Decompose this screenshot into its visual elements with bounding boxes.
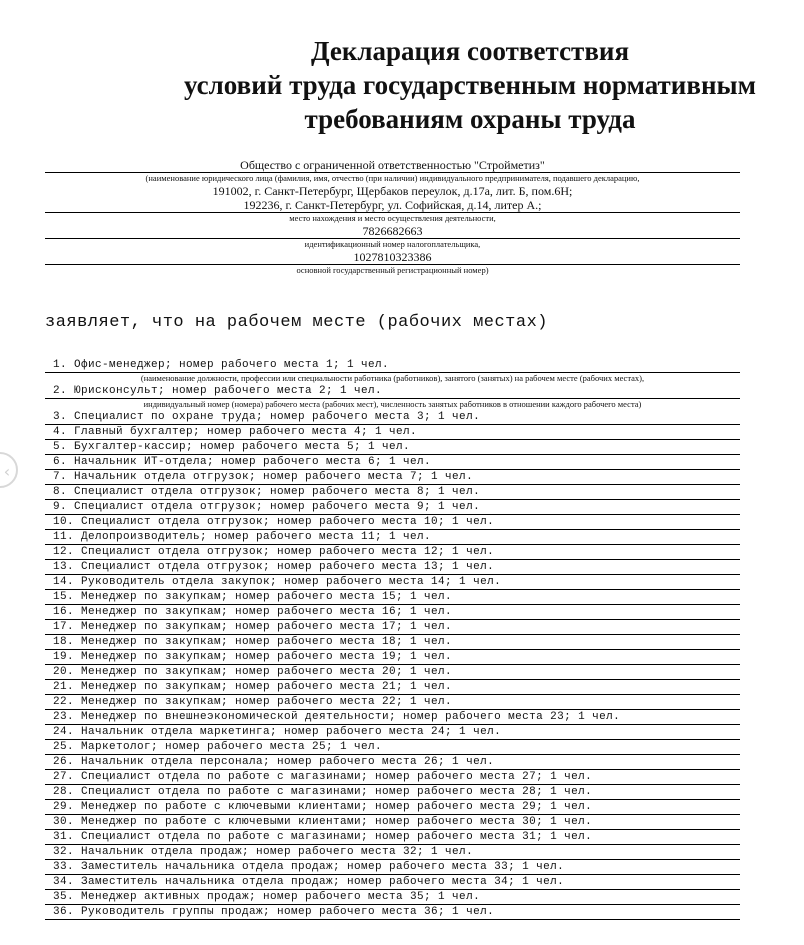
- list-item: 30. Менеджер по работе с ключевыми клиентами; номер рабочего места 30; 1 чел.: [45, 815, 740, 830]
- org-name: Общество с ограниченной ответственностью "Стройметиз": [45, 158, 740, 173]
- list-item: 2. Юрисконсульт; номер рабочего места 2; 1 чел.: [45, 384, 740, 399]
- scroll-left-arrow-icon[interactable]: ‹: [0, 452, 18, 488]
- list-item: 17. Менеджер по закупкам; номер рабочего места 17; 1 чел.: [45, 620, 740, 635]
- list-item: 1. Офис-менеджер; номер рабочего места 1; 1 чел.: [45, 358, 740, 373]
- list-item: 13. Специалист отдела отгрузок; номер рабочего места 13; 1 чел.: [45, 560, 740, 575]
- title-line-3: требованиям охраны труда: [304, 104, 636, 134]
- list-item: 28. Специалист отдела по работе с магазинами; номер рабочего места 28; 1 чел.: [45, 785, 740, 800]
- org-inn: 7826682663: [45, 224, 740, 239]
- title-line-1: Декларация соответствия: [310, 36, 630, 66]
- list-item: 15. Менеджер по закупкам; номер рабочего места 15; 1 чел.: [45, 590, 740, 605]
- org-ogrn-caption: основной государственный регистрационный номер): [296, 265, 489, 275]
- list-item: 10. Специалист отдела отгрузок; номер рабочего места 10; 1 чел.: [45, 515, 740, 530]
- workplace-number-caption: индивидуальный номер (номера) рабочего места (рабочих мест), численность занятых работников в отношении каждого рабочего места): [143, 399, 642, 409]
- org-address-caption: место нахождения и место осуществления деятельности,: [289, 213, 496, 223]
- position-caption: (наименование должности, профессии или специальности работника (работников), занятого (занятых) на рабочем месте (рабочих местах),: [140, 373, 645, 383]
- list-item: 23. Менеджер по внешнеэкономической деятельности; номер рабочего места 23; 1 чел.: [45, 710, 740, 725]
- list-item: 4. Главный бухгалтер; номер рабочего места 4; 1 чел.: [45, 425, 740, 440]
- list-item: 6. Начальник ИТ-отдела; номер рабочего места 6; 1 чел.: [45, 455, 740, 470]
- list-item: 25. Маркетолог; номер рабочего места 25; 1 чел.: [45, 740, 740, 755]
- list-item: 9. Специалист отдела отгрузок; номер рабочего места 9; 1 чел.: [45, 500, 740, 515]
- list-item: 7. Начальник отдела отгрузок; номер рабочего места 7; 1 чел.: [45, 470, 740, 485]
- list-item: 19. Менеджер по закупкам; номер рабочего места 19; 1 чел.: [45, 650, 740, 665]
- list-item: 22. Менеджер по закупкам; номер рабочего места 22; 1 чел.: [45, 695, 740, 710]
- list-item: 18. Менеджер по закупкам; номер рабочего места 18; 1 чел.: [45, 635, 740, 650]
- list-item: 34. Заместитель начальника отдела продаж; номер рабочего места 34; 1 чел.: [45, 875, 740, 890]
- list-item: 16. Менеджер по закупкам; номер рабочего места 16; 1 чел.: [45, 605, 740, 620]
- list-item: 27. Специалист отдела по работе с магазинами; номер рабочего места 27; 1 чел.: [45, 770, 740, 785]
- title-line-2: условий труда государственным нормативным: [184, 70, 756, 100]
- list-item: 5. Бухгалтер-кассир; номер рабочего места 5; 1 чел.: [45, 440, 740, 455]
- org-address-2: 192236, г. Санкт-Петербург, ул. Софийская, д.14, литер А.;: [45, 198, 740, 213]
- list-item: 33. Заместитель начальника отдела продаж; номер рабочего места 33; 1 чел.: [45, 860, 740, 875]
- list-item: 3. Специалист по охране труда; номер рабочего места 3; 1 чел.: [45, 410, 740, 425]
- list-item: 31. Специалист отдела по работе с магазинами; номер рабочего места 31; 1 чел.: [45, 830, 740, 845]
- organization-block: [45, 158, 740, 276]
- declares-statement: заявляет, что на рабочем месте (рабочих местах): [45, 313, 548, 332]
- list-item: 26. Начальник отдела персонала; номер рабочего места 26; 1 чел.: [45, 755, 740, 770]
- org-address-1: 191002, г. Санкт-Петербург, Щербаков переулок, д.17а, лит. Б, пом.6Н;: [212, 184, 573, 198]
- list-item: 29. Менеджер по работе с ключевыми клиентами; номер рабочего места 29; 1 чел.: [45, 800, 740, 815]
- org-ogrn: 1027810323386: [45, 250, 740, 265]
- list-item: 12. Специалист отдела отгрузок; номер рабочего места 12; 1 чел.: [45, 545, 740, 560]
- list-item: 8. Специалист отдела отгрузок; номер рабочего места 8; 1 чел.: [45, 485, 740, 500]
- list-item: 24. Начальник отдела маркетинга; номер рабочего места 24; 1 чел.: [45, 725, 740, 740]
- org-inn-caption: идентификационный номер налогоплательщика,: [304, 239, 481, 249]
- org-name-caption: (наименование юридического лица (фамилия, имя, отчество (при наличии) индивидуального предпринимателя, подавшего декларацию,: [145, 173, 640, 183]
- list-item: 32. Начальник отдела продаж; номер рабочего места 32; 1 чел.: [45, 845, 740, 860]
- list-item: 21. Менеджер по закупкам; номер рабочего места 21; 1 чел.: [45, 680, 740, 695]
- list-item: 11. Делопроизводитель; номер рабочего места 11; 1 чел.: [45, 530, 740, 545]
- document-title: [0, 34, 804, 136]
- list-item: 14. Руководитель отдела закупок; номер рабочего места 14; 1 чел.: [45, 575, 740, 590]
- workplace-list: [45, 358, 740, 920]
- list-item: 20. Менеджер по закупкам; номер рабочего места 20; 1 чел.: [45, 665, 740, 680]
- list-item: 36. Руководитель группы продаж; номер рабочего места 36; 1 чел.: [45, 905, 740, 920]
- list-item: 35. Менеджер активных продаж; номер рабочего места 35; 1 чел.: [45, 890, 740, 905]
